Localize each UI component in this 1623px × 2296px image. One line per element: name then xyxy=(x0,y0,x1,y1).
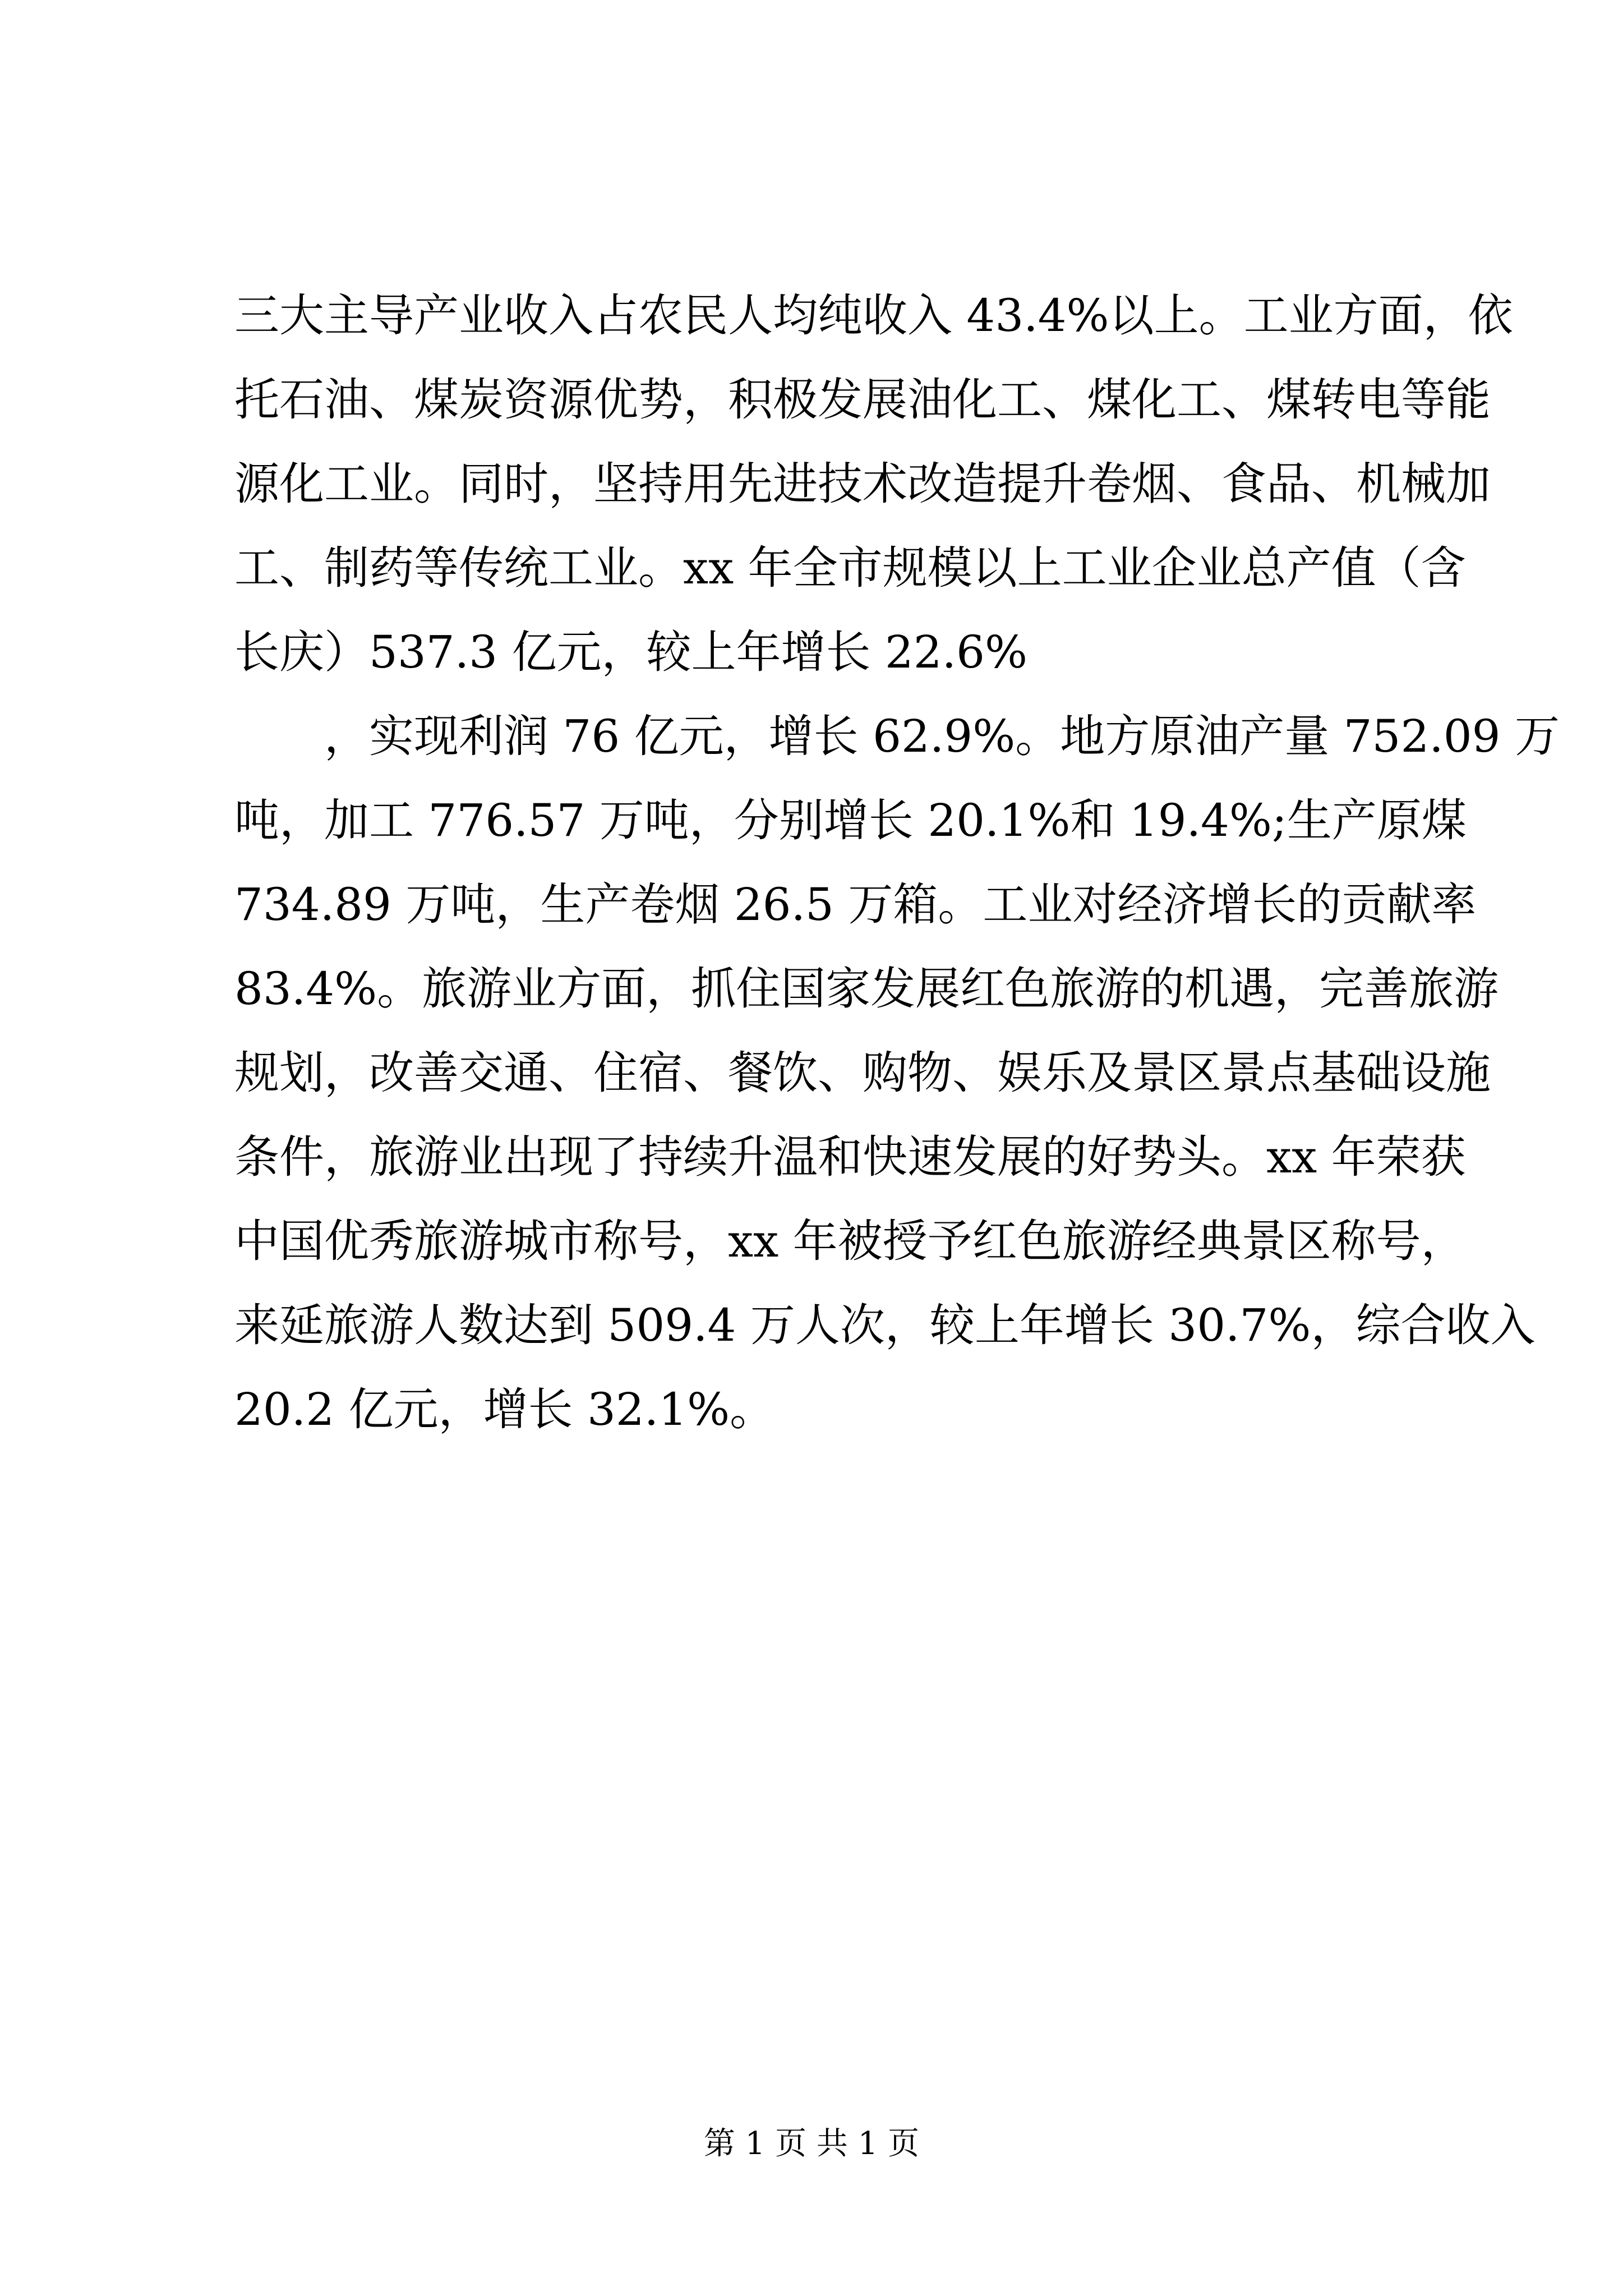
document-body xyxy=(234,274,1560,1452)
text-line: 源化工业。同时，坚持用先进技术改造提升卷烟、食品、机械加 xyxy=(234,458,1491,510)
page-footer: 第 1 页 共 1 页 xyxy=(703,2125,920,2162)
text-line: 托石油、煤炭资源优势，积极发展油化工、煤化工、煤转电等能 xyxy=(234,374,1491,426)
text-line: 中国优秀旅游城市称号，xx 年被授予红色旅游经典景区称号， xyxy=(234,1215,1466,1267)
paragraph-2 xyxy=(234,694,1560,1452)
text-line: 来延旅游人数达到 509.4 万人次，较上年增长 30.7%，综合收入 xyxy=(234,1299,1536,1351)
text-line: 734.89 万吨，生产卷烟 26.5 万箱。工业对经济增长的贡献率 xyxy=(234,878,1477,931)
text-line: 长庆）537.3 亿元，较上年增长 22.6% xyxy=(234,626,1028,678)
paragraph-1 xyxy=(234,274,1513,694)
text-line: 83.4%。旅游业方面，抓住国家发展红色旅游的机遇，完善旅游 xyxy=(234,963,1499,1015)
text-line: ，实现利润 76 亿元，增长 62.9%。地方原油产量 752.09 万 xyxy=(324,710,1560,762)
text-line: 工、制药等传统工业。xx 年全市规模以上工业企业总产值（含 xyxy=(234,542,1466,594)
text-line: 条件，旅游业出现了持续升温和快速发展的好势头。xx 年荣获 xyxy=(234,1131,1466,1183)
text-line: 三大主导产业收入占农民人均纯收入 43.4%以上。工业方面，依 xyxy=(234,289,1513,342)
text-line: 规划，改善交通、住宿、餐饮、购物、娱乐及景区景点基础设施 xyxy=(234,1047,1491,1099)
text-line: 20.2 亿元，增长 32.1%。 xyxy=(234,1383,775,1435)
text-line: 吨，加工 776.57 万吨，分别增长 20.1%和 19.4%;生产原煤 xyxy=(234,794,1467,846)
